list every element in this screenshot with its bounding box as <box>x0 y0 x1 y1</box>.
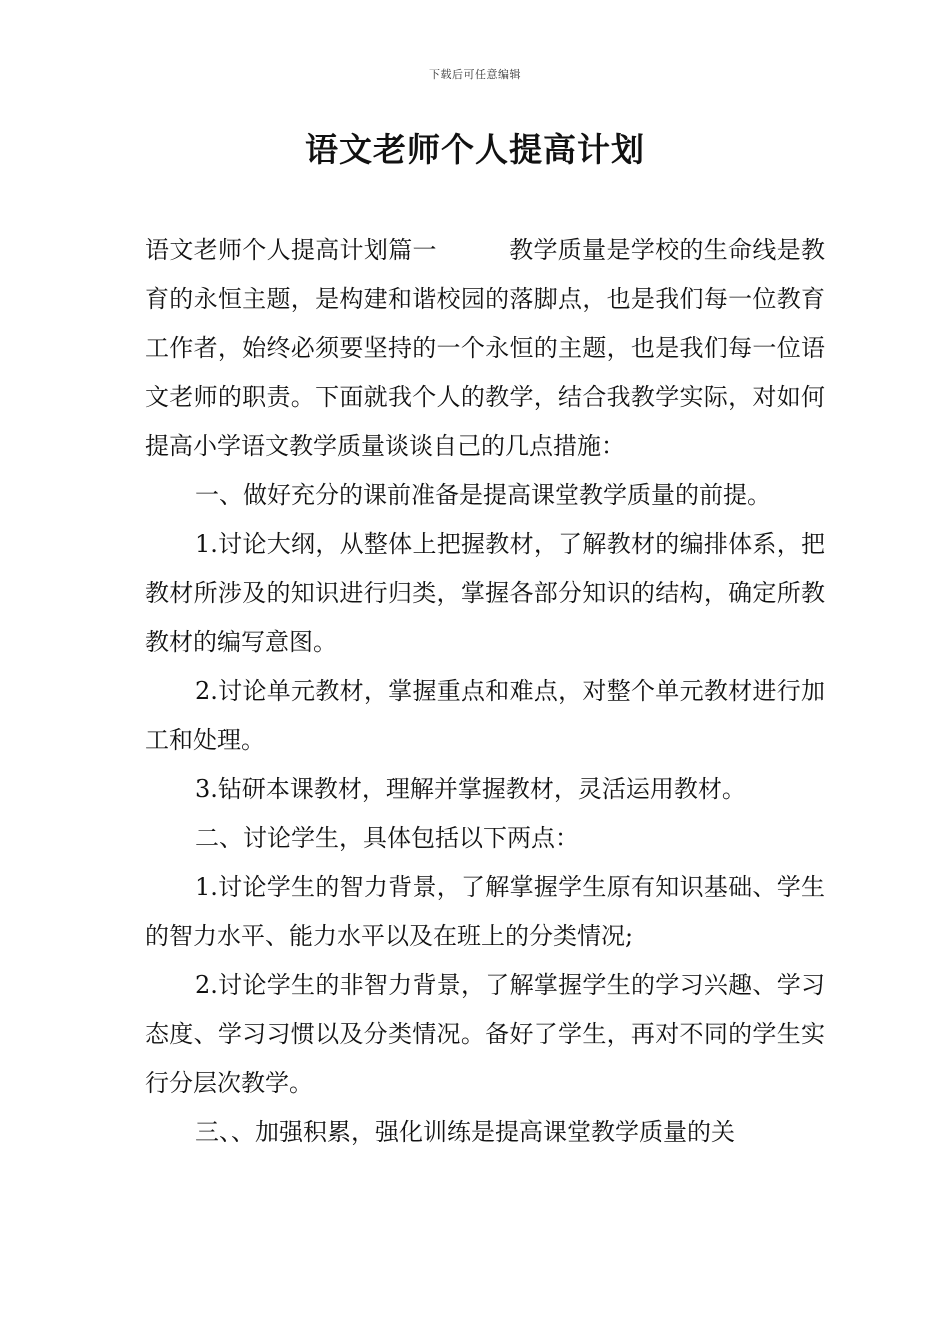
intro-paragraph <box>145 226 825 471</box>
document-body <box>145 226 825 1157</box>
paragraph-5: 二、讨论学生，具体包括以下两点： <box>195 824 579 852</box>
document-title: 语文老师个人提高计划 <box>305 130 645 169</box>
paragraph-6: 1.讨论学生的智力背景，了解掌握学生原有知识基础、学生的智力水平、能力水平以及在班上的分类情况; <box>145 873 825 950</box>
paragraph-7: 2.讨论学生的非智力背景，了解掌握学生的学习兴趣、学习态度、学习习惯以及分类情况。备好了学生，再对不同的学生实行分层次教学。 <box>145 971 825 1097</box>
paragraph-3: 2.讨论单元教材，掌握重点和难点，对整个单元教材进行加工和处理。 <box>145 677 825 754</box>
paragraph-1: 一、做好充分的课前准备是提高课堂教学质量的前提。 <box>195 481 771 509</box>
header-note: 下载后可任意编辑 <box>429 68 521 81</box>
paragraph-4: 3.钻研本课教材，理解并掌握教材，灵活运用教材。 <box>195 775 746 803</box>
intro-heading: 语文老师个人提高计划篇一 <box>145 236 437 264</box>
intro-text: 教学质量是学校的生命线是教育的永恒主题，是构建和谐校园的落脚点，也是我们每一位教育工作者，始终必须要坚持的一个永恒的主题，也是我们每一位语文老师的职责。下面就我个人的教学，结合我教学实际，对如何提高小学语文教学质量谈谈自己的几点措施： <box>145 236 826 460</box>
paragraph-2: 1.讨论大纲，从整体上把握教材，了解教材的编排体系，把教材所涉及的知识进行归类，掌握各部分知识的结构，确定所教教材的编写意图。 <box>145 530 825 656</box>
paragraph-8: 三、、加强积累，强化训练是提高课堂教学质量的关 <box>195 1118 735 1146</box>
